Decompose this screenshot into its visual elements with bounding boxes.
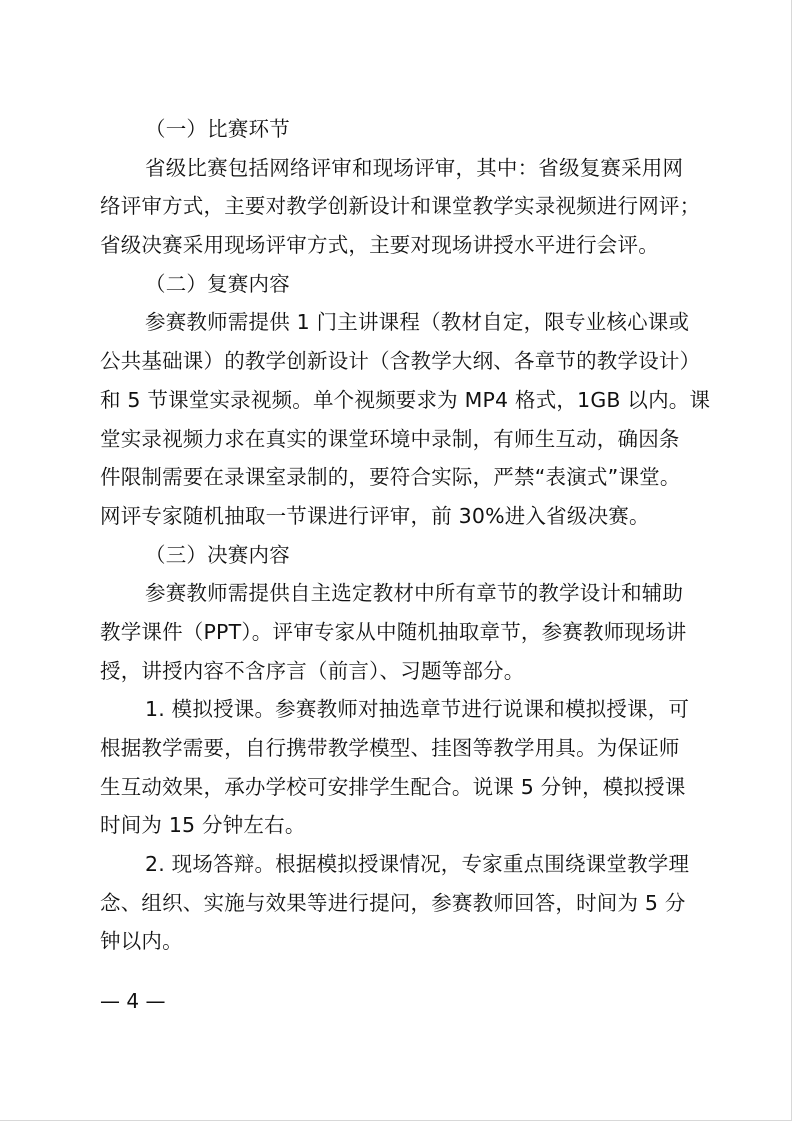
section-heading-1: （一）比赛环节: [145, 117, 290, 141]
paragraph-line: 件限制需要在录课室录制的，要符合实际，严禁“表演式”课堂。: [100, 465, 681, 490]
page-number: — 4 —: [100, 989, 166, 1013]
numbered-item-1: 1. 模拟授课。参赛教师对抽选章节进行说课和模拟授课，可: [145, 697, 690, 722]
paragraph-line: 根据教学需要，自行携带教学模型、挂图等教学用具。为保证师: [100, 736, 680, 760]
section-heading-2: （二）复赛内容: [145, 271, 290, 296]
paragraph-line: 省级比赛包括网络评审和现场评审，其中：省级复赛采用网: [145, 155, 684, 180]
paragraph-line: 堂实录视频力求在真实的课堂环境中录制，有师生互动，确因条: [100, 426, 680, 451]
paragraph-line: 时间为 15 分钟左右。: [100, 813, 306, 838]
paragraph-line: 络评审方式，主要对教学创新设计和课堂教学实录视频进行网评；: [100, 194, 701, 219]
paragraph-line: 参赛教师需提供自主选定教材中所有章节的教学设计和辅助: [145, 581, 684, 606]
section-heading-3: （三）决赛内容: [145, 542, 290, 567]
paragraph-line: 生互动效果，承办学校可安排学生配合。说课 5 分钟，模拟授课: [100, 774, 686, 799]
paragraph-line: 省级决赛采用现场评审方式，主要对现场讲授水平进行会评。: [100, 233, 659, 258]
paragraph-line: 钟以内。: [100, 929, 183, 954]
paragraph-line: 授，讲授内容不含序言（前言）、习题等部分。: [100, 658, 525, 683]
paragraph-line: 教学课件（PPT）。评审专家从中随机抽取章节，参赛教师现场讲: [100, 619, 687, 644]
numbered-item-2: 2. 现场答辩。根据模拟授课情况，专家重点围绕课堂教学理: [145, 852, 690, 877]
paragraph-line: 参赛教师需提供 1 门主讲课程（教材自定，限专业核心课或: [145, 310, 690, 335]
paragraph-line: 公共基础课）的教学创新设计（含教学大纲、各章节的教学设计）: [100, 349, 701, 374]
paragraph-line: 网评专家随机抽取一节课进行评审，前 30%进入省级决赛。: [100, 503, 650, 528]
document-body: [100, 110, 711, 961]
paragraph-line: 和 5 节课堂实录视频。单个视频要求为 MP4 格式，1GB 以内。课: [100, 387, 711, 412]
paragraph-line: 念、组织、实施与效果等进行提问，参赛教师回答，时间为 5 分: [100, 890, 686, 915]
